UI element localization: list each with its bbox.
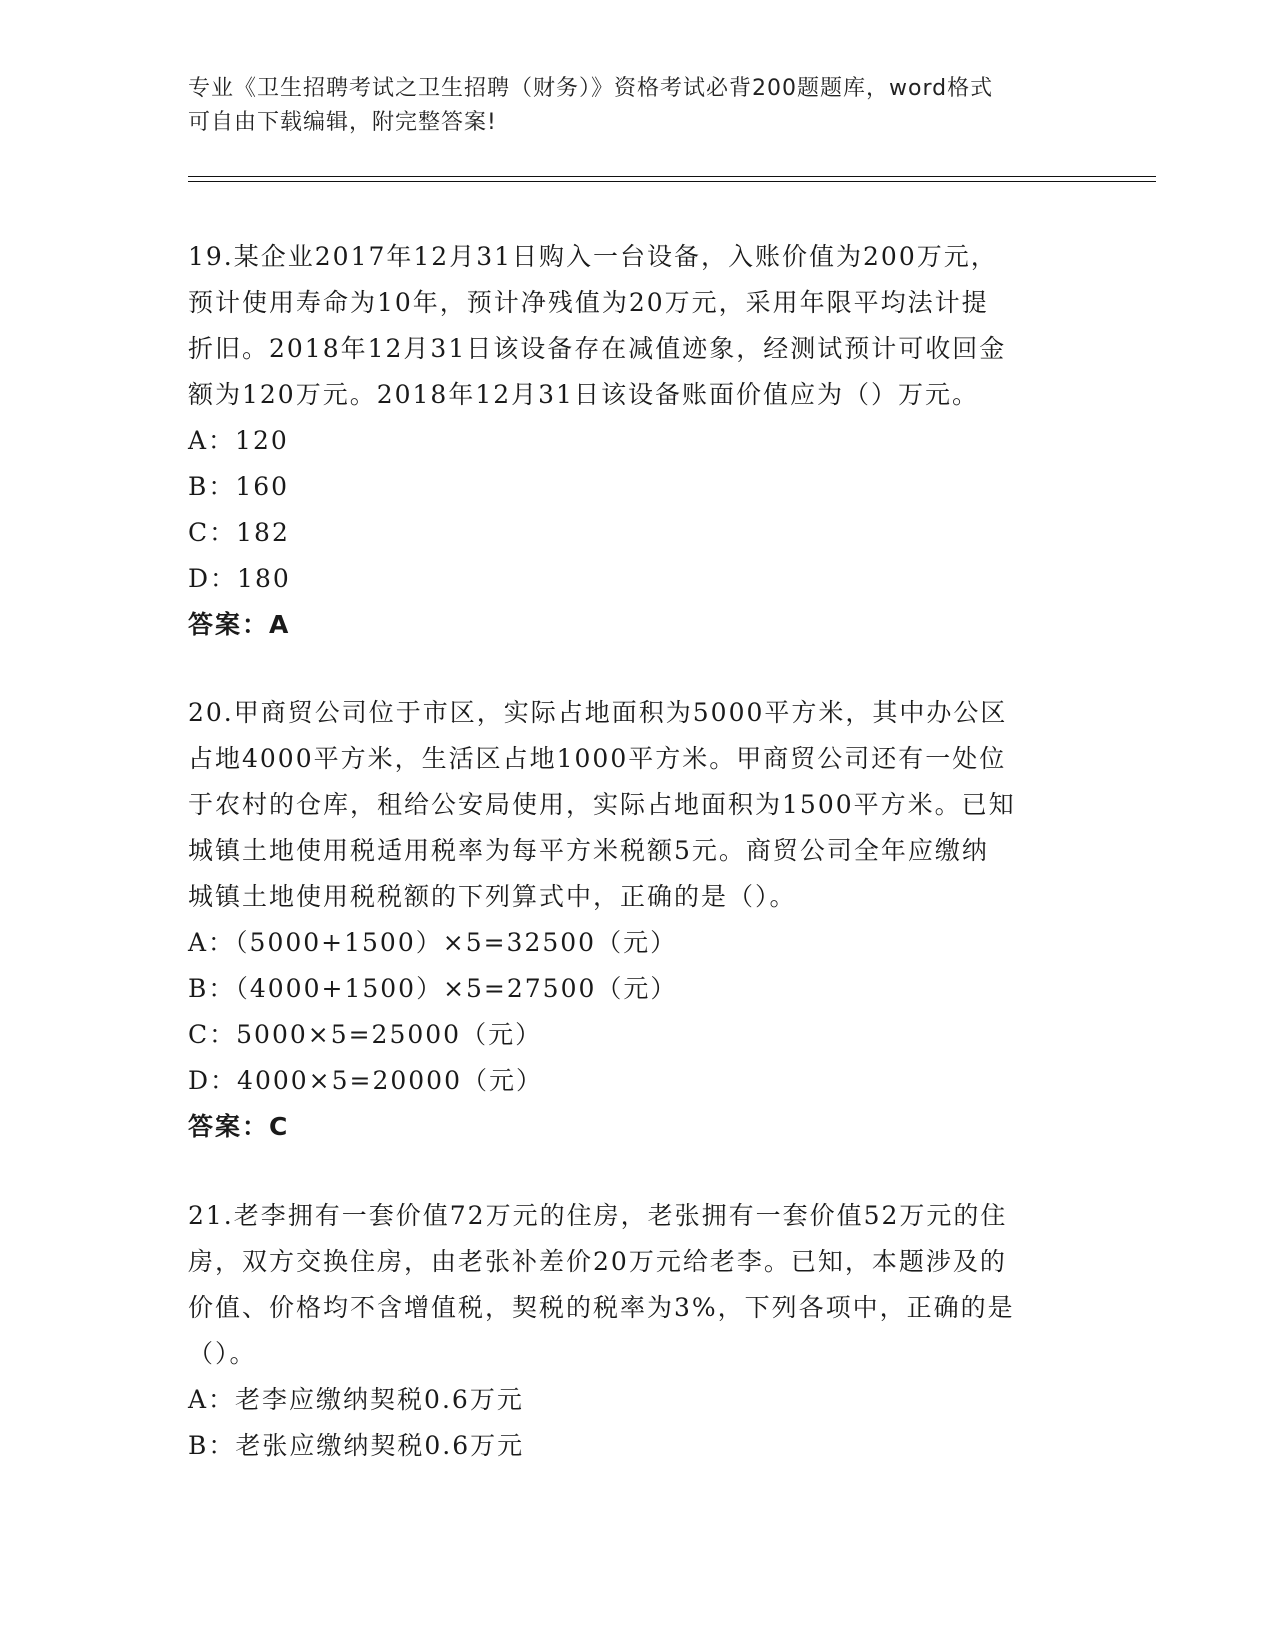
option-a: A：120 <box>188 426 289 455</box>
option-b: B：160 <box>188 472 290 501</box>
question-stem-line: 于农村的仓库，租给公安局使用，实际占地面积为1500平方米。已知 <box>188 790 1016 819</box>
question-stem-line: 占地4000平方米，生活区占地1000平方米。甲商贸公司还有一处位 <box>188 744 1007 773</box>
question-stem-line: 房，双方交换住房，由老张补差价20万元给老李。已知，本题涉及的 <box>188 1247 1007 1276</box>
question-stem-line: 20.甲商贸公司位于市区，实际占地面积为5000平方米，其中办公区 <box>188 698 1008 727</box>
answer-label: 答案：C <box>188 1112 290 1141</box>
option-b: B：老张应缴纳契税0.6万元 <box>188 1431 525 1460</box>
question-stem-line: 19.某企业2017年12月31日购入一台设备，入账价值为200万元， <box>188 242 998 271</box>
question-stem-line: 折旧。2018年12月31日该设备存在减值迹象，经测试预计可收回金 <box>188 334 1007 363</box>
question-stem-line: 价值、价格均不含增值税，契税的税率为3%，下列各项中，正确的是 <box>188 1293 1015 1322</box>
option-d: D：180 <box>188 564 291 593</box>
question-stem-line: 21.老李拥有一套价值72万元的住房，老张拥有一套价值52万元的住 <box>188 1201 1008 1230</box>
question-21 <box>188 1193 1088 1469</box>
option-c: C：5000×5=25000（元） <box>188 1020 543 1049</box>
question-20 <box>188 690 1088 1150</box>
question-stem-line: 城镇土地使用税税额的下列算式中，正确的是（）。 <box>188 882 797 911</box>
document-header <box>188 72 1068 140</box>
question-stem-line: 预计使用寿命为10年，预计净残值为20万元，采用年限平均法计提 <box>188 288 989 317</box>
header-divider-bottom <box>188 181 1156 182</box>
option-a: A：老李应缴纳契税0.6万元 <box>188 1385 524 1414</box>
option-c: C：182 <box>188 518 290 547</box>
question-19 <box>188 234 1088 648</box>
header-line-2: 可自由下载编辑，附完整答案! <box>188 110 497 135</box>
header-line-1: 专业《卫生招聘考试之卫生招聘（财务）》资格考试必背200题题库，word格式 <box>188 76 994 101</box>
question-stem-line: 额为120万元。2018年12月31日该设备账面价值应为（）万元。 <box>188 380 979 409</box>
answer-label: 答案：A <box>188 610 291 639</box>
option-d: D：4000×5=20000（元） <box>188 1066 543 1095</box>
option-a: A：（5000+1500）×5=32500（元） <box>188 928 678 957</box>
question-stem-line: （）。 <box>188 1339 257 1368</box>
header-divider-top <box>188 176 1156 177</box>
question-stem-line: 城镇土地使用税适用税率为每平方米税额5元。商贸公司全年应缴纳 <box>188 836 989 865</box>
option-b: B：（4000+1500）×5=27500（元） <box>188 974 678 1003</box>
